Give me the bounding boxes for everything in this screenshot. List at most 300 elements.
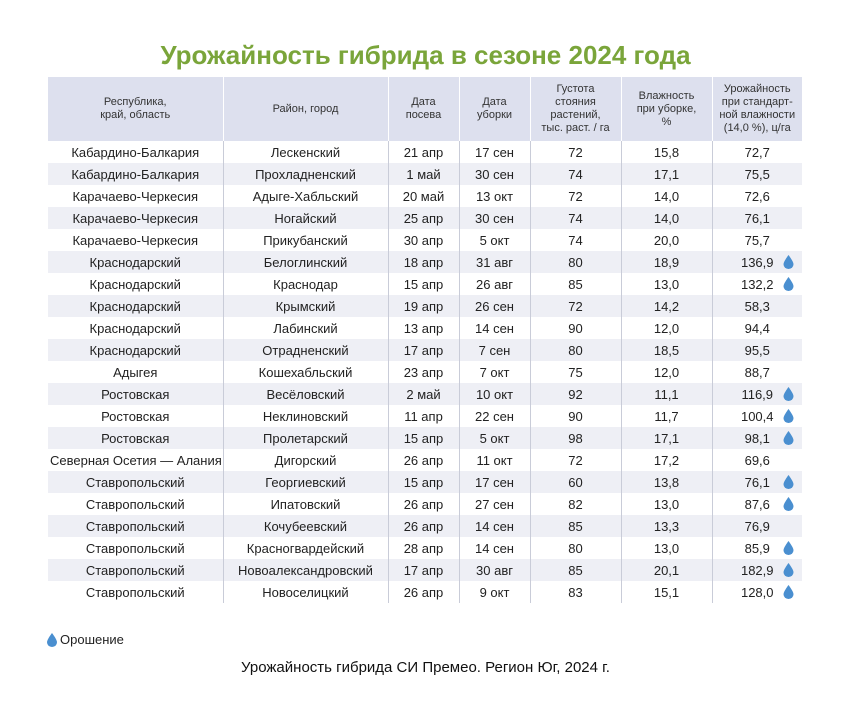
cell-plant-density (530, 163, 621, 185)
cell-region (48, 163, 223, 185)
cell-yield-value: 75,7 (744, 232, 770, 248)
cell-region (48, 405, 223, 427)
cell-sow-date (388, 207, 459, 229)
table-row (48, 559, 802, 581)
cell-yield-value: 98,1 (744, 430, 770, 446)
cell-yield (712, 273, 802, 295)
cell-yield (712, 405, 802, 427)
cell-region (48, 471, 223, 493)
cell-sow-date (388, 427, 459, 449)
cell-district (223, 537, 388, 559)
cell-plant-density-value: 85 (568, 562, 583, 578)
cell-sow-date-value: 26 апр (403, 452, 444, 468)
table-row (48, 405, 802, 427)
cell-moisture (621, 361, 712, 383)
cell-district-value: Краснодар (273, 276, 338, 292)
cell-region (48, 185, 223, 207)
cell-region-value: Карачаево-Черкесия (72, 188, 199, 204)
water-drop-icon (47, 633, 57, 647)
cell-yield (712, 317, 802, 339)
cell-district-value: Ногайский (274, 210, 337, 226)
cell-plant-density-value: 82 (568, 496, 583, 512)
cell-region (48, 361, 223, 383)
cell-harvest-date-value: 5 окт (479, 232, 510, 248)
cell-harvest-date-value: 22 сен (475, 408, 514, 424)
header-yield: Урожайность при стандарт- ной влажности (14,0 %), ц/га (712, 77, 802, 141)
cell-region-value: Краснодарский (89, 254, 181, 270)
cell-district-value: Георгиевский (265, 474, 346, 490)
page-title: Урожайность гибрида в сезоне 2024 года (160, 40, 691, 70)
cell-region-value: Краснодарский (89, 276, 181, 292)
cell-region (48, 339, 223, 361)
cell-plant-density-value: 80 (568, 540, 583, 556)
cell-region-value: Ставропольский (85, 562, 185, 578)
cell-moisture (621, 229, 712, 251)
cell-district-value: Адыге-Хабльский (252, 188, 359, 204)
cell-moisture-value: 17,1 (653, 166, 680, 182)
cell-moisture (621, 251, 712, 273)
water-drop-icon (783, 431, 794, 445)
cell-harvest-date-value: 7 сен (478, 342, 511, 358)
cell-moisture (621, 273, 712, 295)
table-row (48, 273, 802, 295)
cell-district (223, 185, 388, 207)
cell-plant-density (530, 537, 621, 559)
cell-harvest-date-value: 14 сен (475, 540, 514, 556)
cell-district-value: Лескенский (270, 144, 341, 160)
cell-yield (712, 207, 802, 229)
cell-region (48, 493, 223, 515)
cell-moisture (621, 493, 712, 515)
cell-moisture-value: 11,1 (654, 386, 679, 402)
cell-harvest-date (459, 427, 530, 449)
cell-plant-density (530, 559, 621, 581)
cell-yield-value: 136,9 (740, 254, 774, 270)
cell-yield (712, 229, 802, 251)
cell-harvest-date (459, 229, 530, 251)
cell-moisture (621, 163, 712, 185)
cell-sow-date (388, 537, 459, 559)
cell-region-value: Кабардино-Балкария (71, 144, 200, 160)
cell-district-value: Крымский (275, 298, 336, 314)
cell-moisture (621, 581, 712, 603)
cell-plant-density (530, 185, 621, 207)
cell-harvest-date (459, 361, 530, 383)
cell-district-value: Прохладненский (255, 166, 356, 182)
cell-plant-density-value: 75 (568, 364, 583, 380)
water-drop-icon (783, 585, 794, 599)
cell-region (48, 449, 223, 471)
cell-region-value: Ставропольский (85, 496, 185, 512)
cell-sow-date-value: 13 апр (403, 320, 444, 336)
cell-yield-value: 69,6 (744, 452, 770, 468)
cell-plant-density (530, 581, 621, 603)
cell-region-value: Ставропольский (85, 518, 185, 534)
cell-region (48, 383, 223, 405)
cell-harvest-date-value: 26 авг (476, 276, 513, 292)
header-moisture: Влажность при уборке, % (621, 77, 712, 141)
cell-harvest-date (459, 273, 530, 295)
cell-moisture (621, 339, 712, 361)
cell-moisture-value: 18,9 (653, 254, 680, 270)
cell-yield-value: 85,9 (744, 540, 770, 556)
water-drop-icon (783, 409, 794, 423)
cell-district (223, 207, 388, 229)
cell-plant-density-value: 80 (568, 342, 583, 358)
cell-moisture (621, 185, 712, 207)
cell-plant-density (530, 471, 621, 493)
cell-moisture-value: 13,0 (653, 496, 680, 512)
cell-plant-density (530, 449, 621, 471)
cell-region-value: Карачаево-Черкесия (72, 232, 199, 248)
cell-plant-density (530, 317, 621, 339)
cell-yield-value: 116,9 (741, 386, 774, 402)
cell-harvest-date (459, 537, 530, 559)
cell-plant-density-value: 72 (568, 452, 583, 468)
cell-yield-value: 58,3 (744, 298, 770, 314)
cell-moisture-value: 20,1 (653, 562, 680, 578)
cell-plant-density (530, 427, 621, 449)
cell-harvest-date-value: 14 сен (475, 320, 514, 336)
cell-district (223, 493, 388, 515)
caption: Урожайность гибрида СИ Премео. Регион Юг, 2024 г. (241, 659, 610, 676)
cell-plant-density-value: 72 (568, 188, 583, 204)
cell-sow-date-value: 23 апр (403, 364, 444, 380)
table-row (48, 581, 802, 603)
cell-moisture-value: 15,8 (653, 144, 680, 160)
cell-district (223, 405, 388, 427)
table-row (48, 537, 802, 559)
cell-sow-date-value: 15 апр (403, 276, 444, 292)
cell-harvest-date-value: 17 сен (475, 474, 514, 490)
cell-yield (712, 515, 802, 537)
cell-harvest-date (459, 449, 530, 471)
cell-moisture (621, 405, 712, 427)
cell-harvest-date-value: 14 сен (475, 518, 514, 534)
cell-harvest-date-value: 30 сен (475, 166, 514, 182)
cell-district-value: Красногвардейский (246, 540, 365, 556)
header-harvest-date: Дата уборки (459, 77, 530, 141)
cell-district (223, 229, 388, 251)
cell-district (223, 361, 388, 383)
table-row (48, 427, 802, 449)
cell-harvest-date (459, 295, 530, 317)
cell-plant-density-value: 72 (568, 144, 583, 160)
table-row (48, 493, 802, 515)
yield-table (48, 77, 802, 603)
cell-yield (712, 537, 802, 559)
cell-yield (712, 559, 802, 581)
cell-region-value: Северная Осетия — Алания (50, 452, 222, 468)
water-drop-icon (783, 387, 794, 401)
cell-harvest-date-value: 27 сен (475, 496, 514, 512)
cell-district (223, 471, 388, 493)
cell-sow-date (388, 515, 459, 537)
cell-sow-date (388, 317, 459, 339)
cell-sow-date (388, 559, 459, 581)
table-row (48, 339, 802, 361)
cell-yield-value: 128,0 (740, 584, 774, 600)
table-header-row (48, 77, 802, 141)
cell-district-value: Дигорский (274, 452, 337, 468)
cell-district (223, 559, 388, 581)
cell-moisture-value: 18,5 (653, 342, 680, 358)
cell-moisture (621, 295, 712, 317)
cell-yield (712, 449, 802, 471)
cell-moisture (621, 317, 712, 339)
cell-region-value: Ставропольский (85, 474, 185, 490)
legend-label: Орошение (60, 632, 124, 647)
cell-harvest-date (459, 251, 530, 273)
cell-plant-density (530, 405, 621, 427)
cell-sow-date-value: 11 апр (404, 408, 443, 424)
cell-harvest-date-value: 31 авг (476, 254, 513, 270)
cell-district (223, 273, 388, 295)
cell-harvest-date (459, 493, 530, 515)
cell-district-value: Ипатовский (270, 496, 341, 512)
cell-region-value: Краснодарский (89, 298, 181, 314)
cell-moisture (621, 141, 712, 163)
cell-region-value: Ставропольский (85, 540, 185, 556)
cell-yield-value: 76,1 (744, 474, 770, 490)
header-plant-density: Густота стояния растений, тыс. раст. / га (530, 77, 621, 141)
table-row (48, 295, 802, 317)
cell-district (223, 449, 388, 471)
cell-harvest-date (459, 185, 530, 207)
cell-moisture (621, 537, 712, 559)
cell-sow-date-value: 26 апр (403, 584, 444, 600)
cell-yield (712, 185, 802, 207)
cell-moisture-value: 11,7 (654, 408, 679, 424)
cell-region (48, 427, 223, 449)
cell-sow-date (388, 471, 459, 493)
cell-harvest-date-value: 7 окт (479, 364, 510, 380)
cell-region-value: Ростовская (101, 386, 170, 402)
cell-sow-date-value: 25 апр (403, 210, 444, 226)
cell-moisture (621, 471, 712, 493)
water-drop-icon (783, 277, 794, 291)
cell-sow-date-value: 26 апр (403, 496, 444, 512)
cell-sow-date (388, 361, 459, 383)
legend (47, 632, 124, 647)
cell-plant-density (530, 339, 621, 361)
cell-plant-density-value: 90 (568, 408, 583, 424)
table-row (48, 471, 802, 493)
cell-sow-date (388, 383, 459, 405)
cell-moisture-value: 12,0 (653, 364, 680, 380)
cell-harvest-date (459, 383, 530, 405)
cell-district-value: Лабинский (273, 320, 338, 336)
cell-region (48, 273, 223, 295)
cell-yield (712, 141, 802, 163)
cell-region (48, 207, 223, 229)
cell-sow-date-value: 18 апр (403, 254, 444, 270)
cell-harvest-date (459, 317, 530, 339)
cell-sow-date-value: 17 апр (403, 342, 444, 358)
cell-plant-density (530, 295, 621, 317)
cell-district-value: Весёловский (266, 386, 345, 402)
cell-yield-value: 76,1 (744, 210, 770, 226)
table-row (48, 163, 802, 185)
cell-district-value: Неклиновский (262, 408, 349, 424)
cell-yield-value: 94,4 (744, 320, 770, 336)
cell-sow-date (388, 163, 459, 185)
cell-region (48, 251, 223, 273)
cell-plant-density-value: 85 (568, 518, 583, 534)
cell-district-value: Новоселицкий (262, 584, 349, 600)
cell-sow-date (388, 229, 459, 251)
cell-sow-date (388, 251, 459, 273)
cell-plant-density (530, 493, 621, 515)
cell-plant-density-value: 85 (568, 276, 583, 292)
cell-region (48, 317, 223, 339)
cell-harvest-date-value: 5 окт (479, 430, 510, 446)
header-sow-date: Дата посева (388, 77, 459, 141)
cell-region (48, 295, 223, 317)
table-row (48, 449, 802, 471)
cell-district (223, 581, 388, 603)
cell-harvest-date (459, 471, 530, 493)
cell-yield (712, 493, 802, 515)
cell-harvest-date-value: 17 сен (475, 144, 514, 160)
cell-yield (712, 581, 802, 603)
cell-yield-value: 95,5 (744, 342, 770, 358)
cell-harvest-date-value: 11 окт (476, 452, 513, 468)
table-row (48, 317, 802, 339)
cell-yield-value: 72,7 (744, 144, 770, 160)
cell-district (223, 339, 388, 361)
cell-harvest-date (459, 515, 530, 537)
cell-harvest-date-value: 10 окт (475, 386, 514, 402)
water-drop-icon (783, 255, 794, 269)
cell-plant-density-value: 80 (568, 254, 583, 270)
table-row (48, 383, 802, 405)
cell-plant-density (530, 383, 621, 405)
cell-sow-date-value: 21 апр (403, 144, 444, 160)
cell-plant-density (530, 273, 621, 295)
cell-plant-density-value: 72 (568, 298, 583, 314)
cell-district (223, 383, 388, 405)
cell-harvest-date (459, 141, 530, 163)
cell-region (48, 515, 223, 537)
cell-yield-value: 76,9 (744, 518, 770, 534)
cell-moisture (621, 559, 712, 581)
cell-yield-value: 72,6 (744, 188, 770, 204)
cell-yield (712, 427, 802, 449)
cell-district-value: Кошехабльский (258, 364, 353, 380)
cell-moisture-value: 17,2 (653, 452, 680, 468)
table-row (48, 515, 802, 537)
cell-plant-density (530, 515, 621, 537)
cell-region-value: Кабардино-Балкария (71, 166, 200, 182)
cell-plant-density-value: 74 (568, 232, 583, 248)
cell-yield (712, 471, 802, 493)
cell-moisture (621, 427, 712, 449)
cell-district (223, 251, 388, 273)
cell-plant-density-value: 83 (568, 584, 583, 600)
cell-sow-date (388, 295, 459, 317)
cell-plant-density-value: 60 (568, 474, 583, 490)
cell-sow-date (388, 141, 459, 163)
cell-region (48, 229, 223, 251)
cell-district-value: Прикубанский (263, 232, 348, 248)
cell-yield (712, 339, 802, 361)
cell-moisture-value: 13,0 (653, 540, 680, 556)
cell-district (223, 163, 388, 185)
cell-harvest-date-value: 13 окт (475, 188, 514, 204)
cell-plant-density-value: 92 (568, 386, 583, 402)
cell-district (223, 515, 388, 537)
cell-harvest-date (459, 581, 530, 603)
cell-moisture (621, 207, 712, 229)
cell-moisture-value: 14,0 (653, 210, 680, 226)
cell-district-value: Отрадненский (262, 342, 349, 358)
cell-sow-date (388, 273, 459, 295)
cell-sow-date (388, 339, 459, 361)
cell-yield (712, 295, 802, 317)
cell-region-value: Краснодарский (89, 342, 181, 358)
cell-sow-date-value: 20 май (402, 188, 445, 204)
cell-harvest-date (459, 559, 530, 581)
cell-sow-date (388, 185, 459, 207)
water-drop-icon (783, 541, 794, 555)
cell-plant-density-value: 90 (568, 320, 583, 336)
cell-region-value: Карачаево-Черкесия (72, 210, 199, 226)
cell-plant-density (530, 251, 621, 273)
cell-moisture-value: 14,2 (653, 298, 680, 314)
header-region: Республика, край, область (48, 77, 223, 141)
cell-moisture (621, 449, 712, 471)
cell-moisture-value: 17,1 (653, 430, 680, 446)
cell-harvest-date (459, 405, 530, 427)
cell-yield-value: 75,5 (744, 166, 770, 182)
cell-region-value: Ставропольский (85, 584, 185, 600)
cell-yield-value: 87,6 (744, 496, 770, 512)
cell-region (48, 537, 223, 559)
cell-plant-density-value: 98 (568, 430, 583, 446)
cell-region-value: Ростовская (101, 430, 170, 446)
cell-plant-density-value: 74 (568, 210, 583, 226)
header-district: Район, город (223, 77, 388, 141)
cell-sow-date-value: 17 апр (403, 562, 444, 578)
cell-region (48, 141, 223, 163)
cell-harvest-date-value: 26 сен (475, 298, 514, 314)
cell-sow-date (388, 449, 459, 471)
cell-harvest-date-value: 30 сен (475, 210, 514, 226)
cell-sow-date-value: 19 апр (403, 298, 444, 314)
cell-sow-date-value: 26 апр (403, 518, 444, 534)
cell-harvest-date (459, 163, 530, 185)
cell-sow-date-value: 15 апр (403, 430, 444, 446)
cell-moisture-value: 13,0 (653, 276, 680, 292)
cell-moisture-value: 20,0 (653, 232, 680, 248)
cell-yield-value: 88,7 (744, 364, 770, 380)
table-row (48, 185, 802, 207)
cell-yield (712, 163, 802, 185)
table-row (48, 361, 802, 383)
water-drop-icon (783, 563, 794, 577)
cell-region (48, 559, 223, 581)
cell-yield (712, 361, 802, 383)
cell-district (223, 295, 388, 317)
cell-sow-date (388, 493, 459, 515)
cell-plant-density (530, 141, 621, 163)
cell-district-value: Новоалександровский (238, 562, 373, 578)
cell-district-value: Белоглинский (263, 254, 348, 270)
cell-sow-date-value: 2 май (406, 386, 441, 402)
cell-yield-value: 132,2 (740, 276, 774, 292)
cell-district (223, 141, 388, 163)
